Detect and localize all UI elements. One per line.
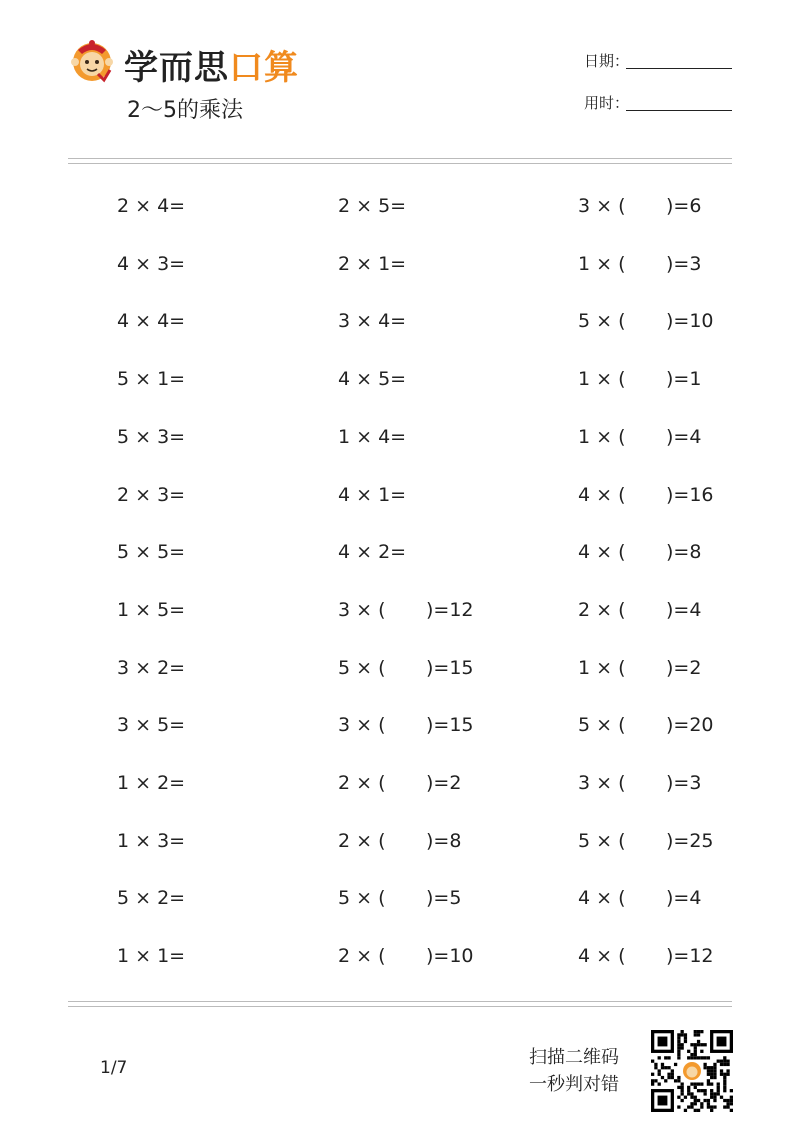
problem-item <box>117 484 185 506</box>
problem-item <box>117 599 185 621</box>
problem-expression: 1 × ( <box>578 656 626 679</box>
problem-expression: 5 × ( <box>338 887 386 910</box>
problem-item <box>338 656 474 679</box>
problem-item <box>578 887 702 910</box>
problem-expression: 4 × 3= <box>117 252 186 275</box>
problem-item <box>338 484 406 506</box>
problem-result: )=16 <box>666 483 714 506</box>
problem-item <box>338 195 406 217</box>
problem-expression: 1 × 4= <box>338 425 407 448</box>
date-blank-line <box>626 68 732 69</box>
problem-item <box>117 310 185 332</box>
problem-expression: 3 × 4= <box>338 310 407 333</box>
problem-item <box>578 252 702 275</box>
problem-expression: 1 × ( <box>578 368 626 391</box>
problem-result: )=4 <box>666 887 702 910</box>
problem-item <box>578 772 702 794</box>
problem-item <box>338 598 474 621</box>
problem-expression: 2 × ( <box>338 945 386 968</box>
brand-logo-icon <box>68 36 116 84</box>
problem-result: )=25 <box>666 829 714 852</box>
problem-result: )=8 <box>666 541 702 564</box>
problem-expression: 3 × ( <box>578 195 626 217</box>
problem-item <box>338 541 406 563</box>
problem-item <box>338 368 406 390</box>
scan-instructions <box>529 1044 619 1098</box>
problem-expression: 5 × ( <box>338 656 386 679</box>
problem-item <box>578 541 702 564</box>
problem-expression: 1 × 1= <box>117 945 186 968</box>
problem-expression: 3 × ( <box>338 598 386 621</box>
brand-title <box>124 40 299 89</box>
problem-result: )=1 <box>666 368 702 391</box>
problem-result: )=10 <box>426 945 474 968</box>
problem-expression: 3 × ( <box>338 714 386 737</box>
problem-expression: 4 × ( <box>578 541 626 564</box>
footer-divider <box>68 1001 732 1007</box>
problem-item <box>578 483 714 506</box>
problem-item <box>338 714 474 737</box>
problem-expression: 5 × 2= <box>117 887 186 910</box>
problem-expression: 2 × 5= <box>338 195 407 217</box>
time-label: 用时： <box>584 94 630 112</box>
problem-result: )=15 <box>426 656 474 679</box>
problem-item <box>578 714 714 737</box>
problem-item <box>338 829 462 852</box>
problem-result: )=3 <box>666 252 702 275</box>
problem-item <box>578 829 714 852</box>
problem-item <box>578 368 702 391</box>
problem-item <box>578 656 702 679</box>
problem-item <box>338 945 474 968</box>
worksheet-subtitle: 2～5的乘法 <box>127 98 243 123</box>
problem-result: )=12 <box>426 598 474 621</box>
problem-expression: 5 × ( <box>578 714 626 737</box>
problem-expression: 4 × 2= <box>338 541 407 564</box>
problem-expression: 4 × ( <box>578 945 626 968</box>
problem-result: )=2 <box>426 772 462 794</box>
problem-item <box>578 195 702 217</box>
time-blank-line <box>626 110 732 111</box>
problem-expression: 2 × ( <box>578 598 626 621</box>
problem-result: )=10 <box>666 310 714 333</box>
brand-main: 学而思 <box>124 48 229 88</box>
problem-item <box>117 657 185 679</box>
problem-item <box>338 310 406 332</box>
problem-expression: 4 × 1= <box>338 483 407 506</box>
problem-item <box>117 426 185 448</box>
problem-item <box>338 887 462 910</box>
problem-result: )=8 <box>426 829 462 852</box>
problem-item <box>117 887 185 909</box>
problem-item <box>338 772 462 794</box>
qr-code-icon <box>651 1030 733 1112</box>
problem-item <box>117 772 185 794</box>
problem-result: )=4 <box>666 425 702 448</box>
problem-expression: 4 × ( <box>578 887 626 910</box>
problem-item <box>117 253 185 275</box>
problem-expression: 1 × 5= <box>117 598 186 621</box>
problem-expression: 3 × 5= <box>117 714 186 737</box>
problem-result: )=2 <box>666 656 702 679</box>
problem-expression: 2 × 1= <box>338 252 407 275</box>
problem-expression: 3 × ( <box>578 772 626 794</box>
problem-expression: 1 × ( <box>578 252 626 275</box>
problem-expression: 5 × 3= <box>117 425 186 448</box>
problem-result: )=6 <box>666 195 702 217</box>
problem-item <box>338 253 406 275</box>
problem-expression: 1 × 2= <box>117 772 186 794</box>
problem-item <box>117 830 185 852</box>
brand-accent: 口算 <box>229 48 299 88</box>
problem-item <box>117 945 185 967</box>
problem-expression: 2 × ( <box>338 829 386 852</box>
problem-expression: 2 × 3= <box>117 483 186 506</box>
header-divider <box>68 158 732 164</box>
page-number: 1/7 <box>100 1058 128 1078</box>
problem-expression: 2 × 4= <box>117 195 186 217</box>
problem-result: )=15 <box>426 714 474 737</box>
problem-expression: 2 × ( <box>338 772 386 794</box>
problem-item <box>117 714 185 736</box>
problem-expression: 5 × ( <box>578 310 626 333</box>
problem-expression: 1 × 3= <box>117 829 186 852</box>
problem-expression: 4 × ( <box>578 483 626 506</box>
problem-expression: 1 × ( <box>578 425 626 448</box>
problem-result: )=3 <box>666 772 702 794</box>
scan-line-1: 扫描二维码 <box>529 1047 619 1068</box>
problem-result: )=4 <box>666 598 702 621</box>
date-field <box>584 50 629 71</box>
problem-result: )=20 <box>666 714 714 737</box>
scan-line-2: 一秒判对错 <box>529 1074 619 1095</box>
problem-result: )=12 <box>666 945 714 968</box>
problem-item <box>117 541 185 563</box>
problem-result: )=5 <box>426 887 462 910</box>
date-label: 日期： <box>584 52 630 70</box>
problem-expression: 5 × 1= <box>117 368 186 391</box>
problem-expression: 4 × 4= <box>117 310 186 333</box>
problem-expression: 3 × 2= <box>117 656 186 679</box>
problem-expression: 5 × ( <box>578 829 626 852</box>
problem-item <box>578 945 714 968</box>
problem-item <box>578 598 702 621</box>
problem-item <box>117 195 185 217</box>
problem-expression: 5 × 5= <box>117 541 186 564</box>
problem-expression: 4 × 5= <box>338 368 407 391</box>
problem-item <box>578 310 714 333</box>
problem-item <box>338 426 406 448</box>
time-field <box>584 92 629 113</box>
problem-item <box>117 368 185 390</box>
problem-item <box>578 425 702 448</box>
